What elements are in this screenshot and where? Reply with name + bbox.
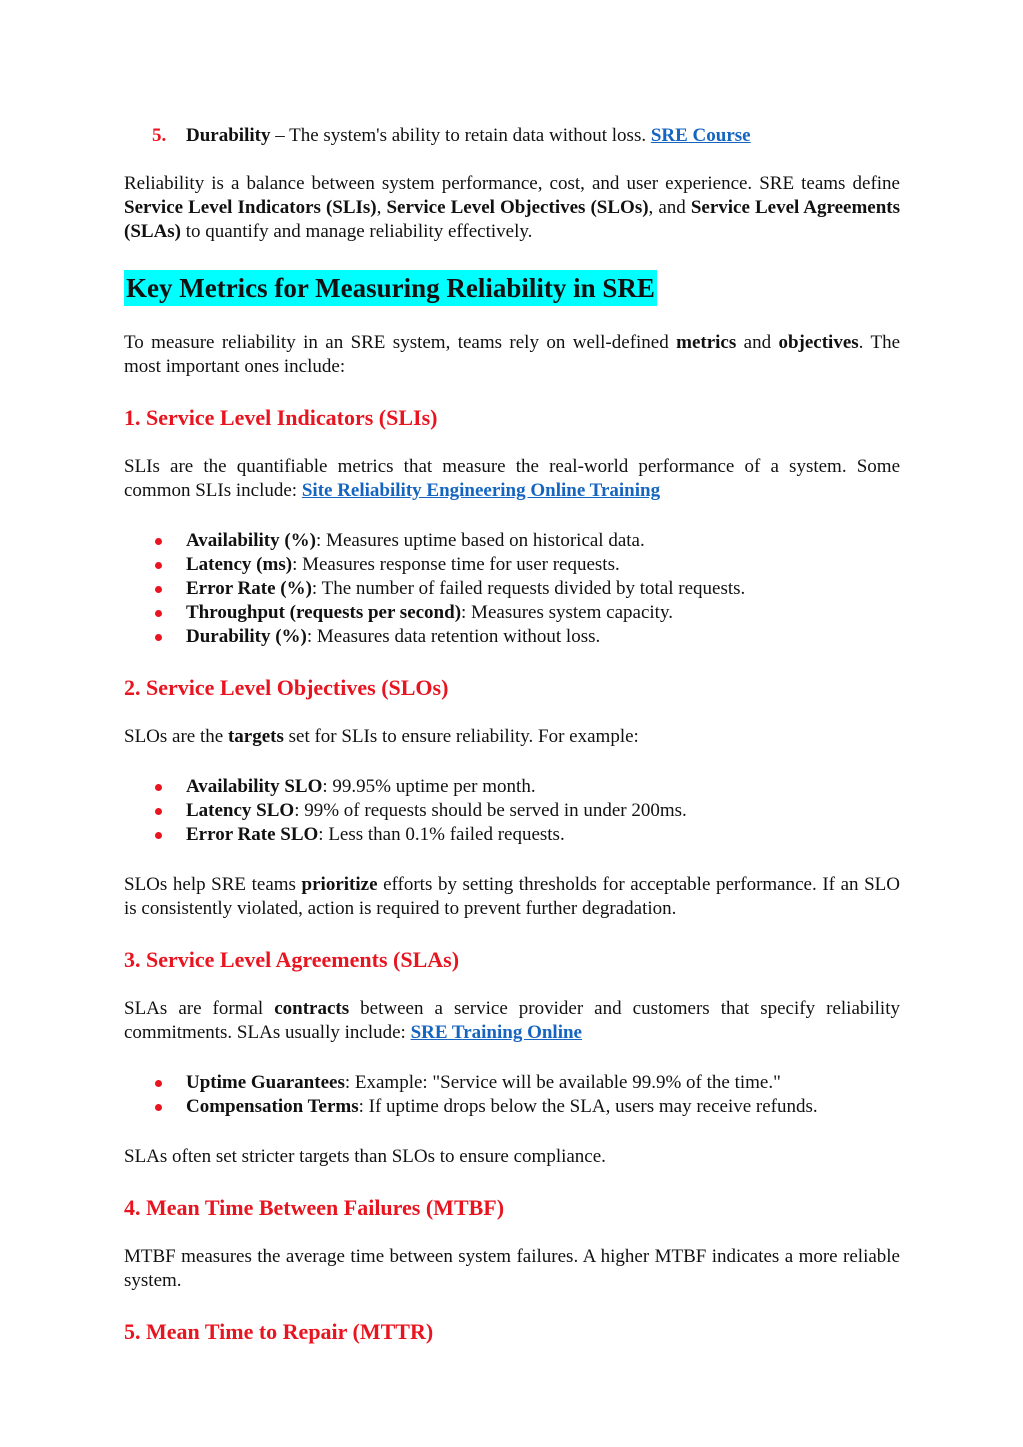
item-text: : If uptime drops below the SLA, users may receive refunds. [358,1096,818,1117]
slas-list [124,1071,900,1119]
list-item [124,799,900,823]
link-sre-online-training[interactable]: Site Reliability Engineering Online Training [301,480,661,501]
slas-paragraph [124,997,900,1045]
document-content [124,120,900,1369]
list-item [124,529,900,553]
item-text: : Less than 0.1% failed requests. [318,824,565,845]
slos-list [124,775,900,847]
item-text: : Measures uptime based on historical data. [316,530,645,551]
item-term: Compensation Terms [186,1096,359,1117]
item-text: : Measures data retention without loss. [306,626,601,647]
text-span: between a service provider and customers that specify reliability commitments. SLAs usually include: [124,998,900,1043]
item-text: : 99% of requests should be served in under 200ms. [294,800,687,821]
list-item [124,625,900,649]
text-span: . The most important ones include: [124,332,901,377]
heading-slos: 2. Service Level Objectives (SLOs) [124,675,449,700]
heading-slas: 3. Service Level Agreements (SLAs) [124,947,460,972]
bullet-icon [155,634,162,641]
main-heading-wrap [124,270,900,331]
link-sre-training-online[interactable]: SRE Training Online [410,1022,582,1043]
durability-text: – The system's ability to retain data without loss. [270,125,651,146]
text-span: Reliability is a balance between system performance, cost, and user experience. SRE teams define [124,173,900,194]
text-span: SLIs are the quantifiable metrics that measure the real-world performance of a system. Some common SLIs include: [124,456,900,501]
bold-metrics: metrics [676,332,737,353]
slos-paragraph [124,725,900,749]
bullet-icon [155,562,162,569]
text-span: , [376,197,387,218]
slis-list [124,529,900,649]
reliability-paragraph [124,172,900,244]
item-text: : The number of failed requests divided by total requests. [311,578,746,599]
item-term: Availability SLO [186,776,323,797]
heading-slis: 1. Service Level Indicators (SLIs) [124,405,438,430]
mtbf-paragraph: MTBF measures the average time between system failures. A higher MTBF indicates a more reliable system. [124,1246,900,1291]
list-item [124,553,900,577]
bullet-icon [155,1104,162,1111]
bold-slas: Service Level Agreements (SLAs) [124,197,901,242]
item-term: Latency SLO [186,800,295,821]
list-item [124,601,900,625]
intro-paragraph [124,331,900,379]
main-heading: Key Metrics for Measuring Reliability in SRE [124,270,657,306]
bullet-icon [155,1080,162,1087]
list-item [124,577,900,601]
item-text: : 99.95% uptime per month. [322,776,536,797]
item-term: Availability (%) [186,530,317,551]
item-term: Durability (%) [186,626,307,647]
text-span: SLAs are formal [124,998,275,1019]
slis-paragraph [124,455,900,503]
bullet-icon [155,832,162,839]
item-term: Error Rate (%) [186,578,312,599]
slas-after-paragraph: SLAs often set stricter targets than SLOs to ensure compliance. [124,1146,606,1167]
item-text: : Measures response time for user requests. [292,554,620,575]
text-span: to quantify and manage reliability effectively. [181,221,533,242]
text-span: , and [648,197,691,218]
bold-slos: Service Level Objectives (SLOs) [386,197,649,218]
list-item [124,1095,900,1119]
item-term: Error Rate SLO [186,824,319,845]
bold-prioritize: prioritize [301,874,378,895]
list-item-durability [124,124,900,148]
item-text: : Measures system capacity. [461,602,673,623]
bold-contracts: contracts [274,998,350,1019]
text-span: SLOs help SRE teams [124,874,302,895]
bullet-icon [155,586,162,593]
text-span: efforts by setting thresholds for acceptable performance. If an SLO is consistently violated, action is required to prevent further degradation. [124,874,900,919]
bullet-icon [155,610,162,617]
slos-after-paragraph [124,873,900,921]
item-term: Latency (ms) [186,554,293,575]
bold-objectives: objectives [778,332,859,353]
bold-targets: targets [227,726,284,747]
text-span: and [736,332,779,353]
bullet-icon [155,784,162,791]
text-span: To measure reliability in an SRE system, teams rely on well-defined [124,332,677,353]
heading-mtbf: 4. Mean Time Between Failures (MTBF) [124,1195,505,1220]
list-number: 5. [152,125,167,146]
list-item [124,823,900,847]
heading-mttr: 5. Mean Time to Repair (MTTR) [124,1319,434,1344]
item-term: Uptime Guarantees [186,1072,345,1093]
text-span: SLOs are the [124,726,228,747]
item-text: : Example: "Service will be available 99.9% of the time." [344,1072,781,1093]
bold-slis: Service Level Indicators (SLIs) [124,197,377,218]
term-durability: Durability [186,125,271,146]
text-span: set for SLIs to ensure reliability. For example: [283,726,639,747]
list-item [124,1071,900,1095]
bullet-icon [155,538,162,545]
list-item [124,775,900,799]
link-sre-course[interactable]: SRE Course [650,125,751,146]
bullet-icon [155,808,162,815]
item-term: Throughput (requests per second) [186,602,462,623]
